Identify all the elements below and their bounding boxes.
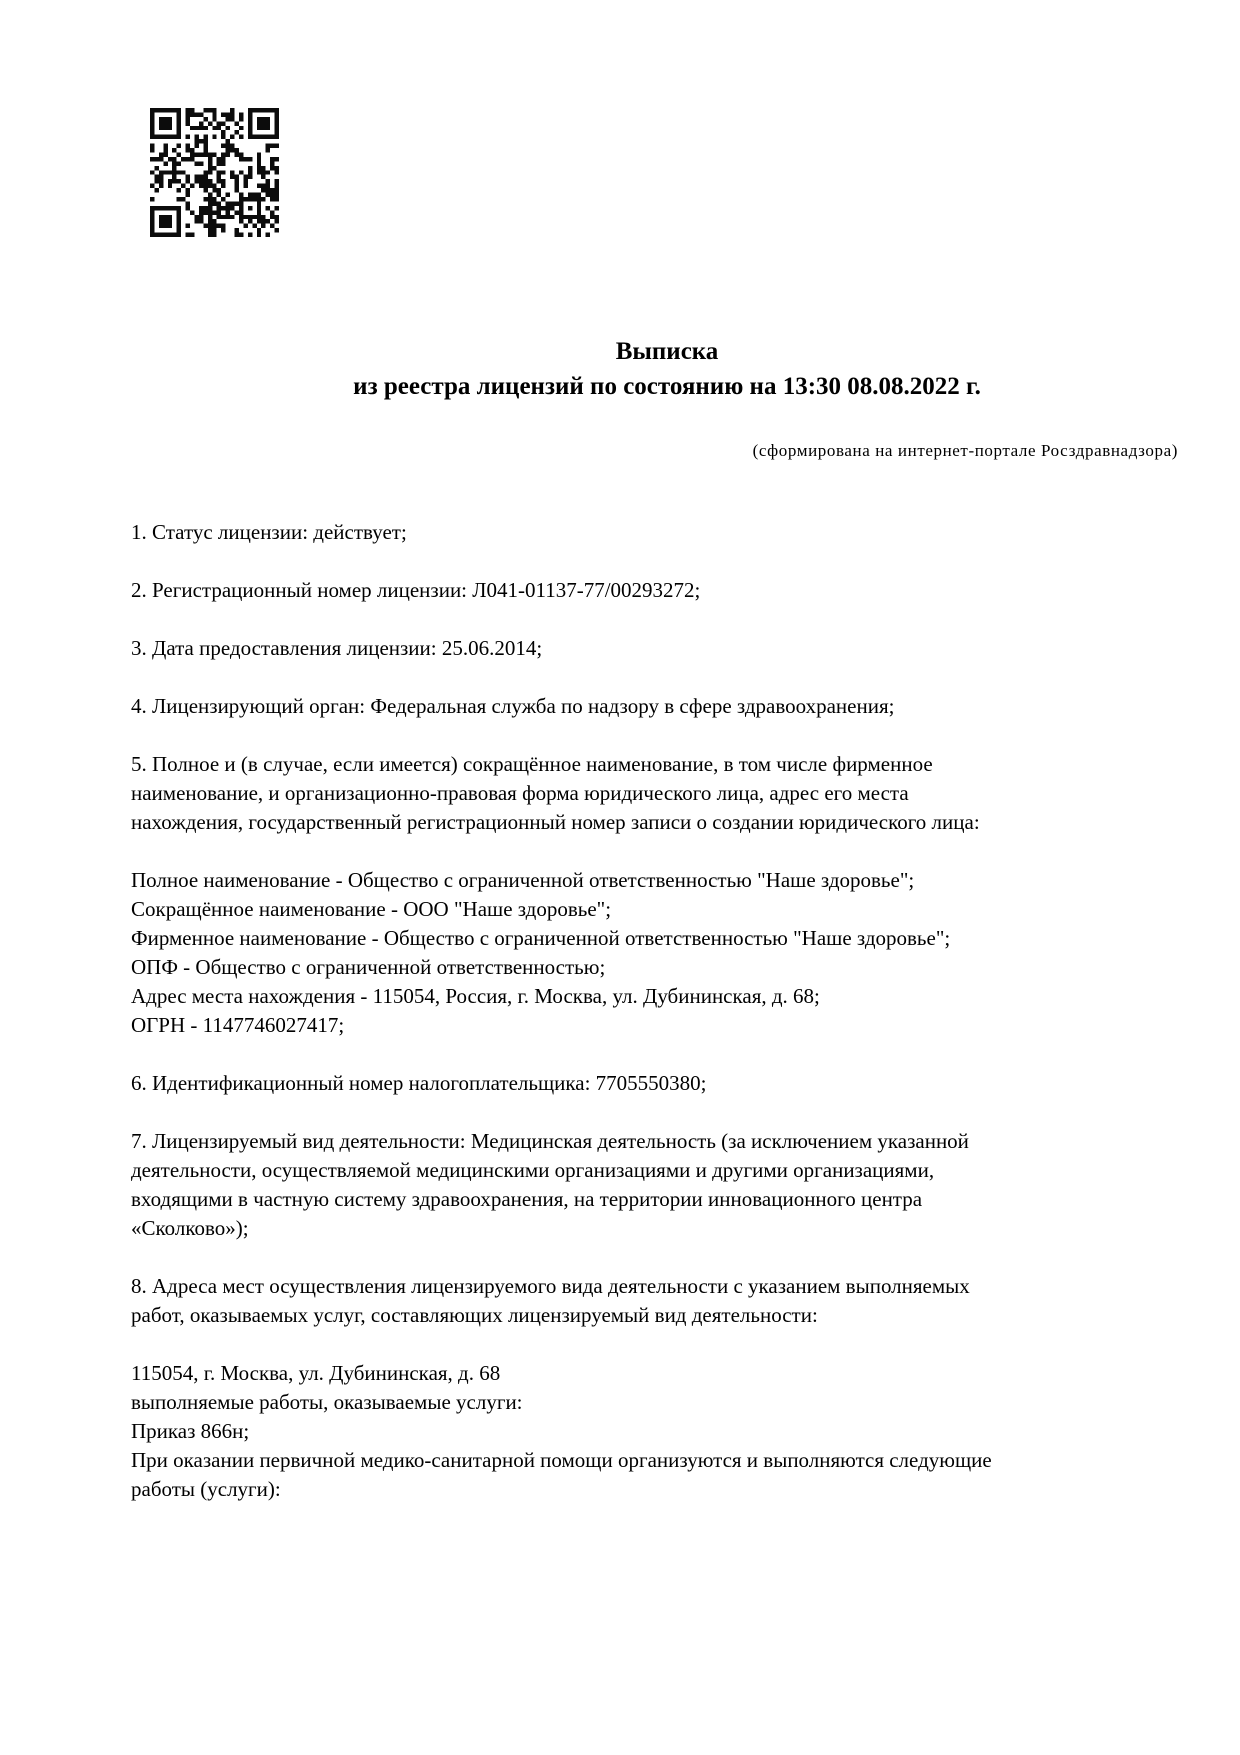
text-line: 4. Лицензирующий орган: Федеральная служба по надзору в сфере здравоохранения; xyxy=(131,694,895,718)
text-line: работ, оказываемых услуг, составляющих лицензируемый вид деятельности: xyxy=(131,1303,818,1327)
text-line: 7. Лицензируемый вид деятельности: Медицинская деятельность (за исключением указанной xyxy=(131,1129,969,1153)
paragraph-taxpayer-number xyxy=(131,1069,1191,1098)
text-line: При оказании первичной медико-санитарной помощи организуются и выполняются следующие xyxy=(131,1448,992,1472)
text-line: «Сколково»); xyxy=(131,1216,249,1240)
text-line: 5. Полное и (в случае, если имеется) сокращённое наименование, в том числе фирменное xyxy=(131,752,933,776)
text-line: Адрес места нахождения - 115054, Россия, г. Москва, ул. Дубининская, д. 68; xyxy=(131,984,820,1008)
text-line: Полное наименование - Общество с ограниченной ответственностью "Наше здоровье"; xyxy=(131,868,915,892)
paragraph-registration-number xyxy=(131,576,1191,605)
document-body xyxy=(131,518,1191,1533)
text-line: ОПФ - Общество с ограниченной ответственностью; xyxy=(131,955,606,979)
text-line: наименование, и организационно-правовая форма юридического лица, адрес его места xyxy=(131,781,909,805)
paragraph-licensed-activity xyxy=(131,1127,1191,1243)
text-line: Сокращённое наименование - ООО "Наше здоровье"; xyxy=(131,897,612,921)
text-line: 2. Регистрационный номер лицензии: Л041-01137-77/00293272; xyxy=(131,578,701,602)
document-title: Выписка xyxy=(615,338,719,365)
text-line: 115054, г. Москва, ул. Дубининская, д. 68 xyxy=(131,1361,501,1385)
paragraph-licensing-authority xyxy=(131,692,1191,721)
text-line: ОГРН - 1147746027417; xyxy=(131,1013,345,1037)
document-subtitle: (сформирована на интернет-портале Росздравнадзора) xyxy=(752,441,1178,460)
text-line: 3. Дата предоставления лицензии: 25.06.2014; xyxy=(131,636,543,660)
text-line: выполняемые работы, оказываемые услуги: xyxy=(131,1390,523,1414)
document-title-line2: из реестра лицензий по состоянию на 13:30 08.08.2022 г. xyxy=(353,373,981,400)
text-line: нахождения, государственный регистрационный номер записи о создании юридического лица: xyxy=(131,810,980,834)
text-line: Приказ 866н; xyxy=(131,1419,250,1443)
paragraph-name-legal-form xyxy=(131,750,1191,837)
paragraph-license-status xyxy=(131,518,1191,547)
text-line: 6. Идентификационный номер налогоплательщика: 7705550380; xyxy=(131,1071,707,1095)
paragraph-grant-date xyxy=(131,634,1191,663)
text-line: деятельности, осуществляемой медицинскими организациями и другими организациями, xyxy=(131,1158,935,1182)
document-header xyxy=(0,334,1240,404)
paragraph-org-details xyxy=(131,866,1191,1040)
text-line: Фирменное наименование - Общество с ограниченной ответственностью "Наше здоровье"; xyxy=(131,926,951,950)
text-line: входящими в частную систему здравоохранения, на территории инновационного центра xyxy=(131,1187,923,1211)
text-line: работы (услуги): xyxy=(131,1477,281,1501)
text-line: 8. Адреса мест осуществления лицензируемого вида деятельности с указанием выполняемых xyxy=(131,1274,970,1298)
qr-code-icon xyxy=(150,108,279,237)
text-line: 1. Статус лицензии: действует; xyxy=(131,520,407,544)
paragraph-place-of-activity xyxy=(131,1359,1191,1504)
paragraph-activity-addresses xyxy=(131,1272,1191,1330)
